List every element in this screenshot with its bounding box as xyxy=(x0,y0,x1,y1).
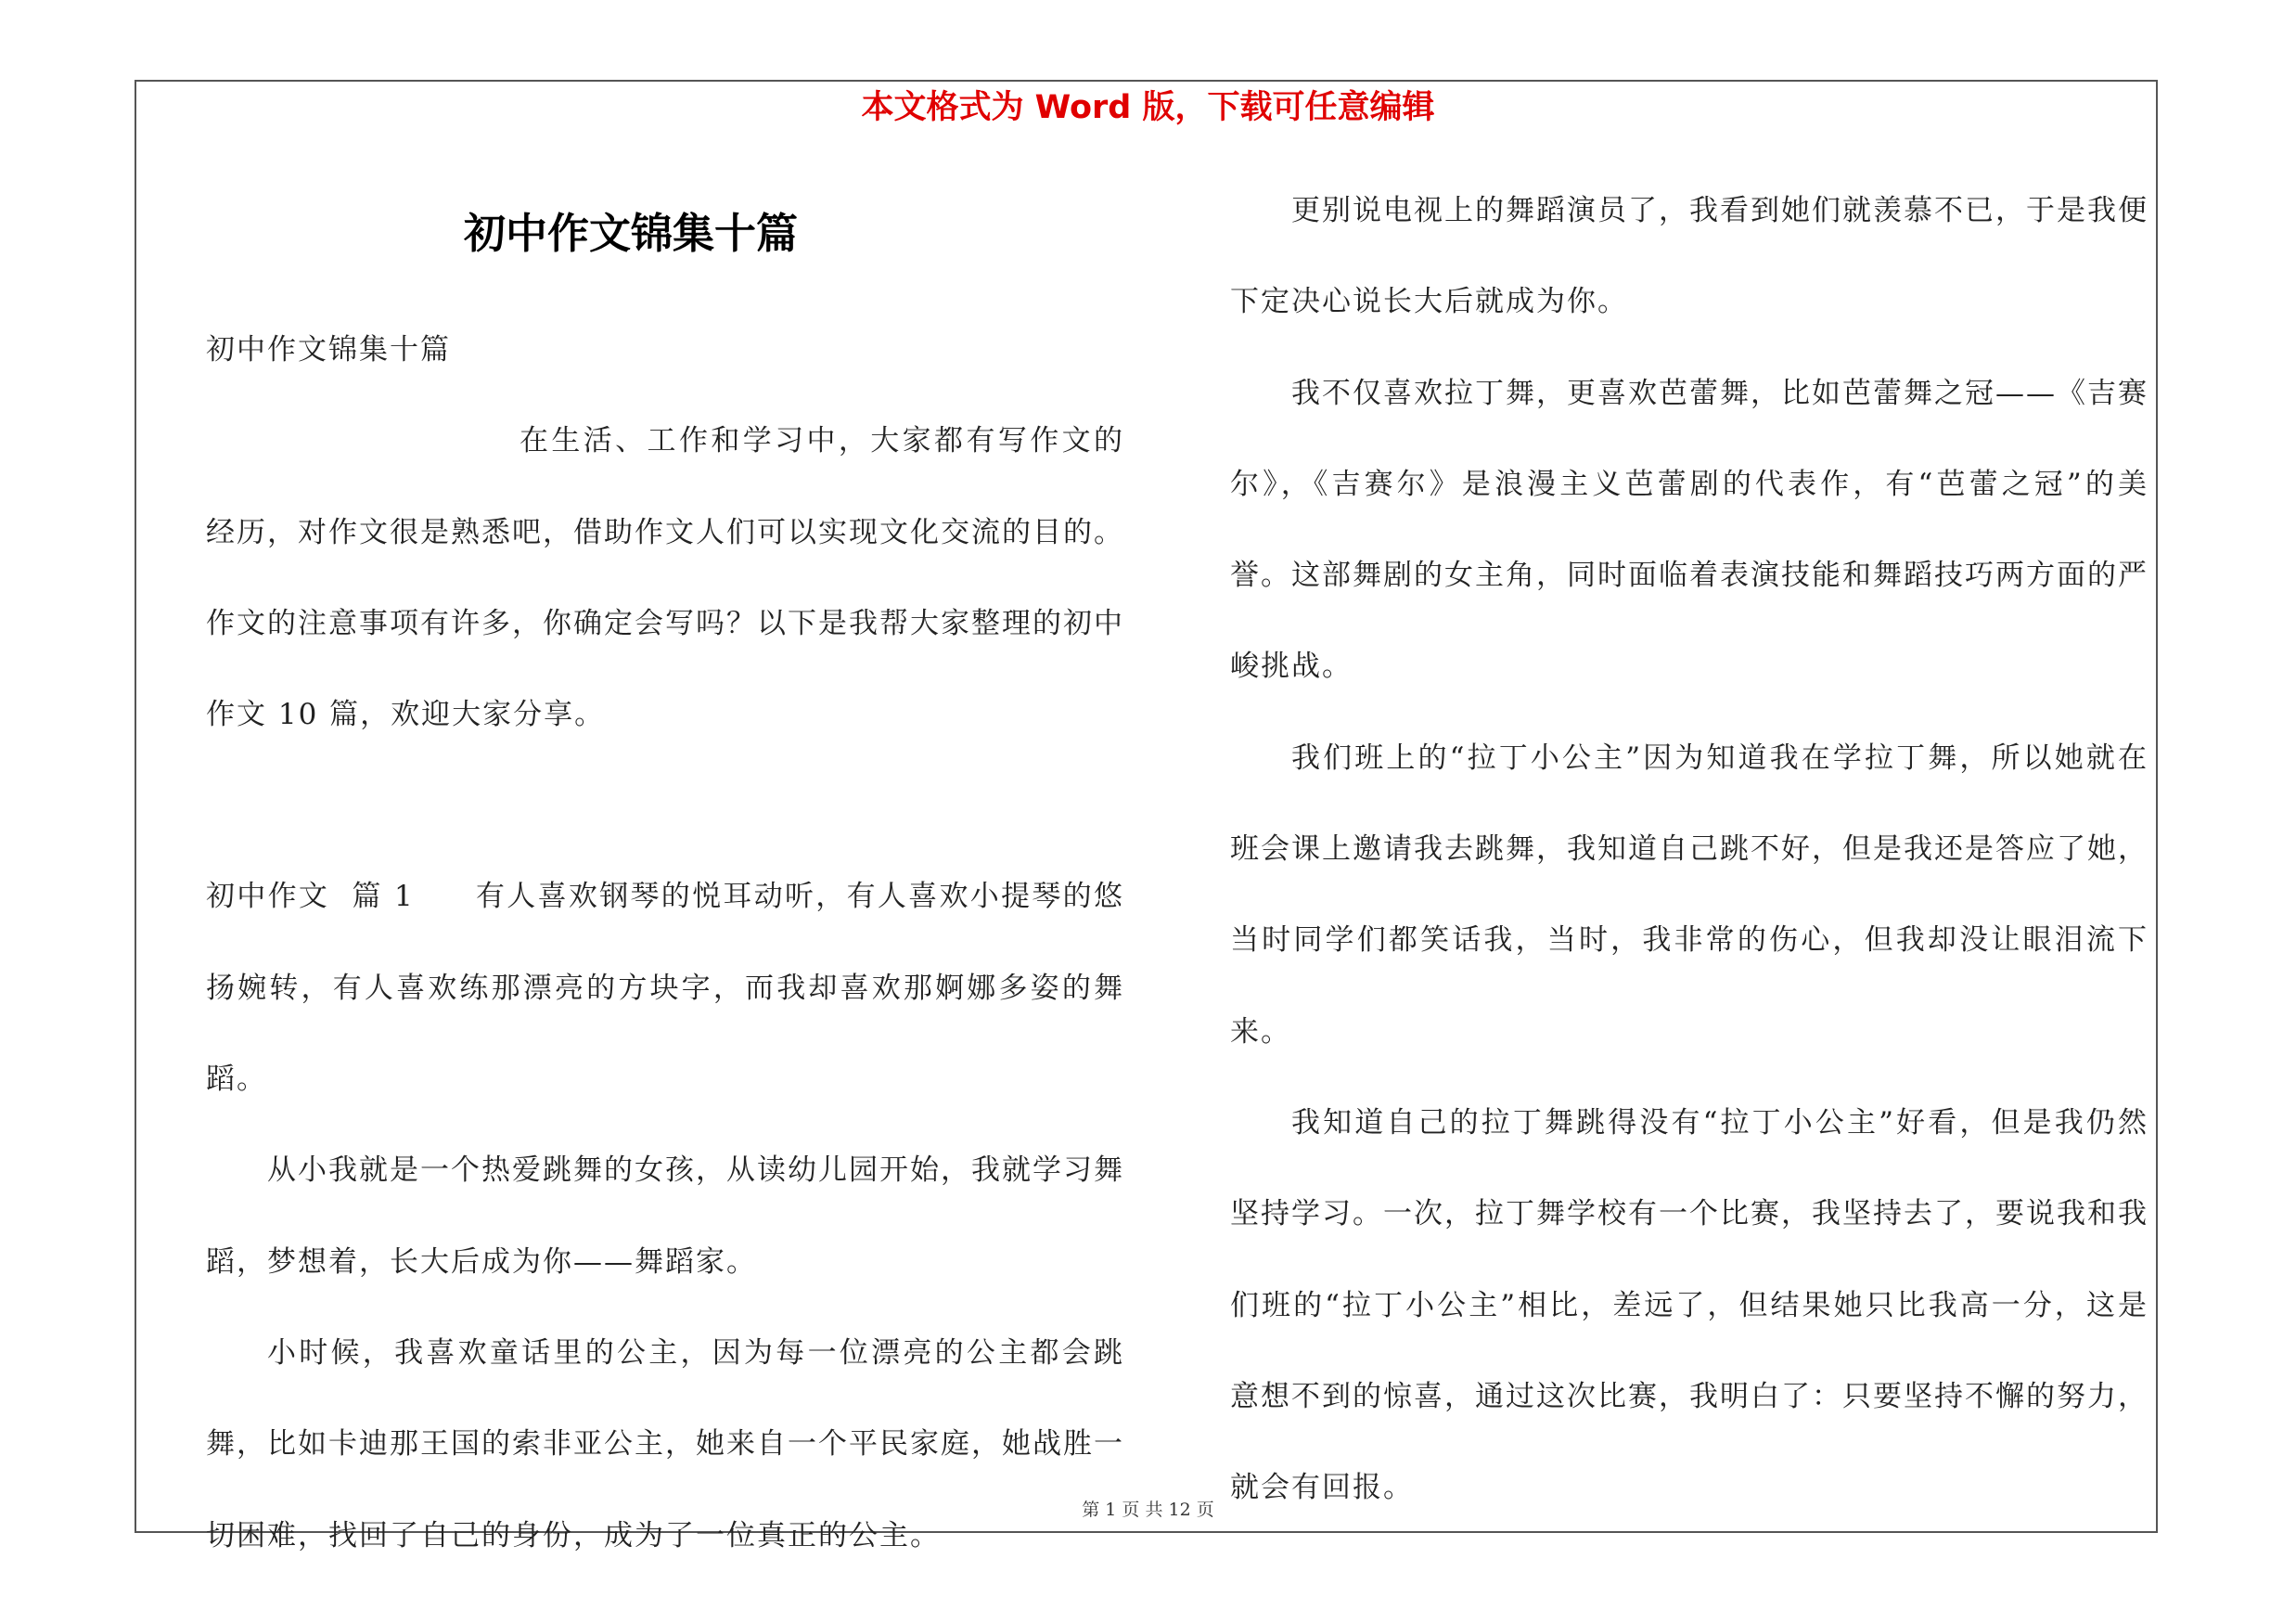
intro-paragraph: 在生活、工作和学习中，大家都有写作文的经历，对作文很是熟悉吧，借助作文人们可以实现文化交流的目的。作文的注意事项有许多，你确定会写吗？以下是我帮大家整理的初中作文 10 篇，欢迎大家分享。 xyxy=(206,424,1124,732)
right-column xyxy=(1230,165,2148,1533)
page-number-footer: 第 1 页 共 12 页 xyxy=(1082,1500,1214,1520)
section-heading: 初中作文 篇 1 xyxy=(206,880,415,914)
paragraph-ballet: 我不仅喜欢拉丁舞，更喜欢芭蕾舞，比如芭蕾舞之冠——《吉赛尔》，《吉赛尔》是浪漫主义芭蕾剧的代表作，有“芭蕾之冠”的美誉。这部舞剧的女主角，同时面临着表演技能和舞蹈技巧两方面的严峻挑战。 xyxy=(1230,376,2148,684)
section-1-first-paragraph: 有人喜欢钢琴的悦耳动听，有人喜欢小提琴的悠扬婉转，有人喜欢练那漂亮的方块字，而我却喜欢那婀娜多姿的舞蹈。 xyxy=(206,880,1124,1097)
subtitle: 初中作文锦集十篇 xyxy=(206,333,451,367)
document-title: 初中作文锦集十篇 xyxy=(464,209,799,258)
paragraph-latin-princess: 我们班上的“拉丁小公主”因为知道我在学拉丁舞，所以她就在班会课上邀请我去跳舞，我知道自己跳不好，但是我还是答应了她，当时同学们都笑话我，当时，我非常的伤心，但我却没让眼泪流下来。 xyxy=(1230,741,2148,1049)
paragraph-dance-dream: 从小我就是一个热爱跳舞的女孩，从读幼儿园开始，我就学习舞蹈，梦想着，长大后成为你——舞蹈家。 xyxy=(206,1153,1124,1279)
left-column xyxy=(206,304,1124,1581)
paragraph-princess: 小时候，我喜欢童话里的公主，因为每一位漂亮的公主都会跳舞，比如卡迪那王国的索非亚公主，她来自一个平民家庭，她战胜一切困难，找回了自己的身份，成为了一位真正的公主。 xyxy=(206,1335,1124,1552)
paragraph-competition: 我知道自己的拉丁舞跳得没有“拉丁小公主”好看，但是我仍然坚持学习。一次，拉丁舞学校有一个比赛，我坚持去了，要说我和我们班的“拉丁小公主”相比，差远了，但结果她只比我高一分，这是意想不到的惊喜，通过这次比赛，我明白了：只要坚持不懈的努力，就会有回报。 xyxy=(1230,1105,2148,1505)
section-1-paragraph xyxy=(206,851,1124,1125)
paragraph-tv-dancers: 更别说电视上的舞蹈演员了，我看到她们就羡慕不已，于是我便下定决心说长大后就成为你。 xyxy=(1230,194,2148,319)
word-format-banner: 本文格式为 Word 版，下载可任意编辑 xyxy=(861,89,1435,126)
spacer xyxy=(206,760,1124,851)
